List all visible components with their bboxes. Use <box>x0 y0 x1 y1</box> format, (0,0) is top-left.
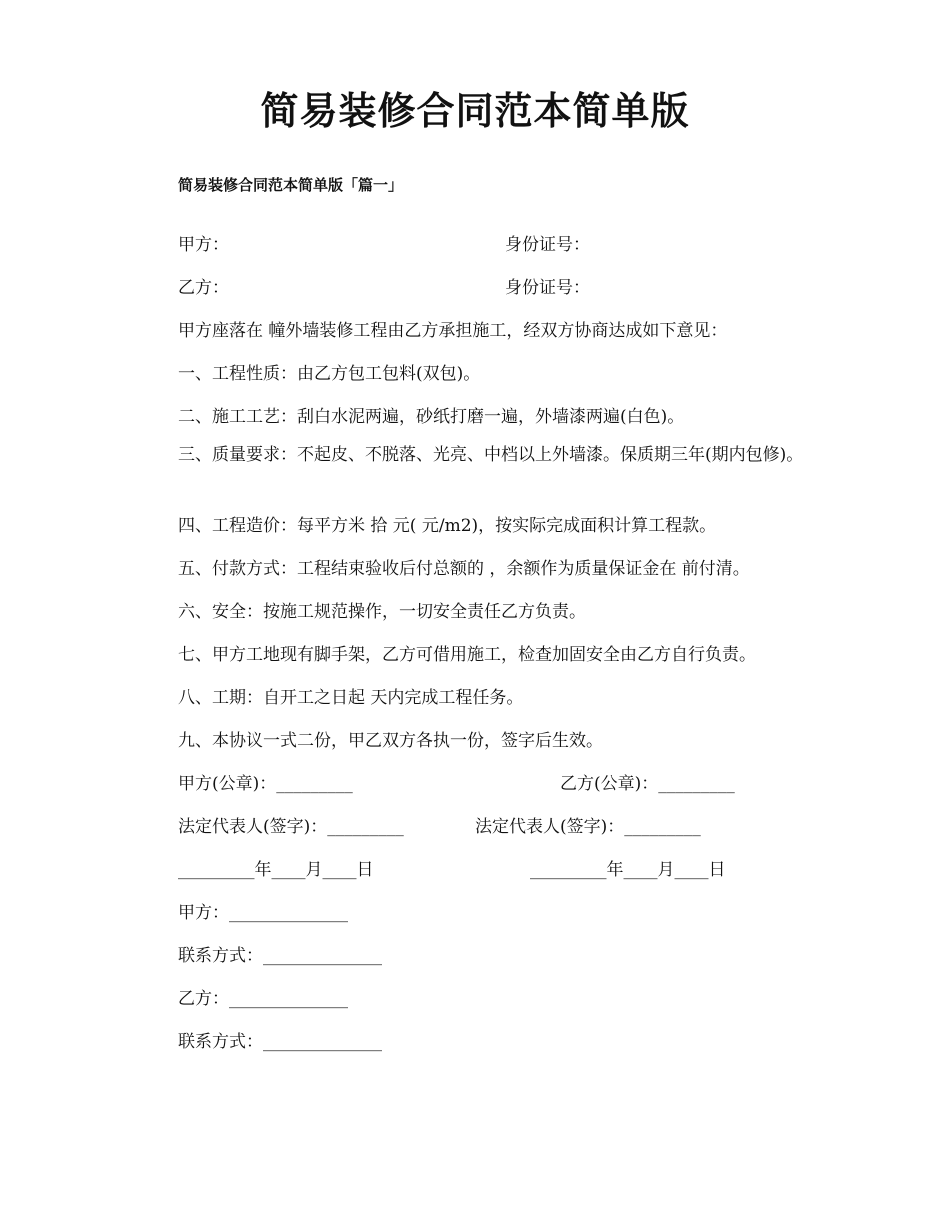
clause-9: 九、本协议一式二份，甲乙双方各执一份，签字后生效。 <box>178 731 603 751</box>
clause-2: 二、施工工艺：刮白水泥两遍，砂纸打磨一遍，外墙漆两遍(白色)。 <box>178 407 685 427</box>
party-a-id-label: 身份证号： <box>505 235 590 255</box>
section-subtitle: 简易装修合同范本简单版「篇一」 <box>178 176 404 194</box>
party-a-date-line: _________年____月____日 <box>178 860 374 880</box>
party-b-id-label: 身份证号： <box>505 278 590 298</box>
party-b-seal-line: 乙方(公章)：_________ <box>560 774 735 794</box>
contact-party-a: 甲方：______________ <box>178 903 348 923</box>
party-a-rep-line: 法定代表人(签字)：_________ <box>178 817 404 837</box>
clause-3 <box>140 442 810 468</box>
clause-4: 四、工程造价：每平方米 拾 元( 元/m2)，按实际完成面积计算工程款。 <box>178 516 717 536</box>
party-a-label: 甲方： <box>178 235 229 255</box>
clause-3-text: 三、质量要求：不起皮、不脱落、光亮、中档以上外墙漆。保质期三年(期内包修)。 <box>178 445 804 465</box>
intro-paragraph: 甲方座落在 幢外墙装修工程由乙方承担施工，经双方协商达成如下意见： <box>178 321 728 341</box>
clause-6: 六、安全：按施工规范操作，一切安全责任乙方负责。 <box>178 602 586 622</box>
clause-8: 八、工期：自开工之日起 天内完成工程任务。 <box>178 688 524 708</box>
party-b-rep-line: 法定代表人(签字)：_________ <box>475 817 701 837</box>
page-title: 简易装修合同范本简单版 <box>260 89 690 133</box>
party-b-label: 乙方： <box>178 278 229 298</box>
contact-party-a-method: 联系方式：______________ <box>178 946 382 966</box>
contact-party-b: 乙方：______________ <box>178 989 348 1009</box>
clause-1: 一、工程性质：由乙方包工包料(双包)。 <box>178 364 481 384</box>
party-b-date-line: _________年____月____日 <box>530 860 726 880</box>
clause-7: 七、甲方工地现有脚手架，乙方可借用施工，检查加固安全由乙方自行负责。 <box>178 645 756 665</box>
party-a-seal-line: 甲方(公章)：_________ <box>178 774 353 794</box>
clause-5: 五、付款方式：工程结束验收后付总额的 ，余额作为质量保证金在 前付清。 <box>178 559 750 579</box>
contact-party-b-method: 联系方式：______________ <box>178 1032 382 1052</box>
